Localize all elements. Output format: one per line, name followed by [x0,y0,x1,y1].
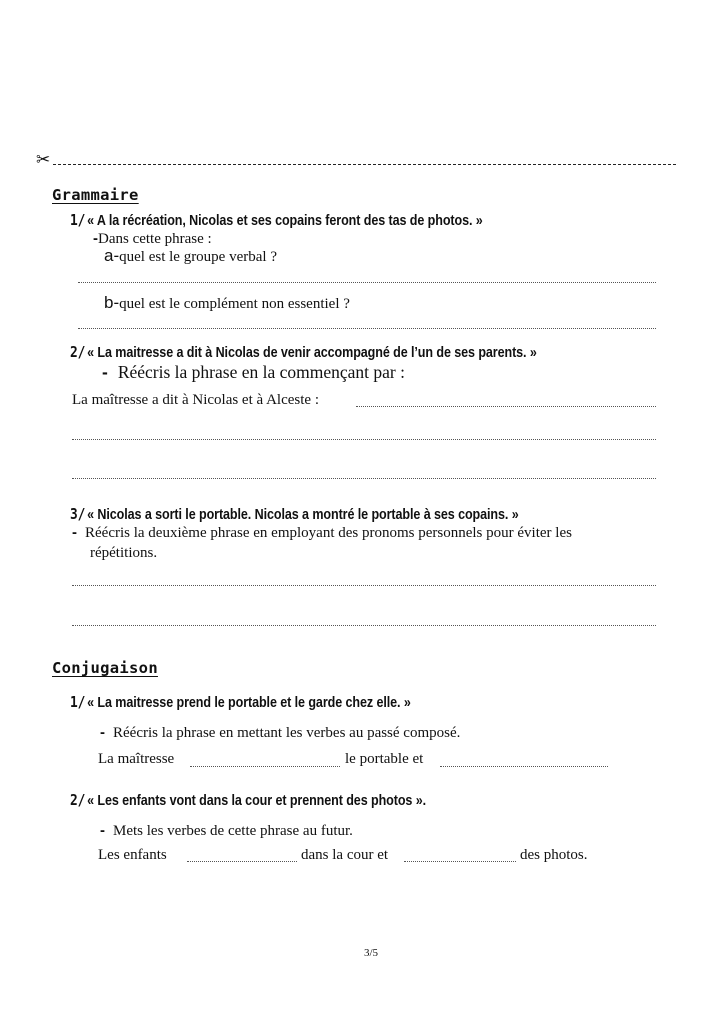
answer-line[interactable] [78,282,656,283]
question-text: « La maitresse a dit à Nicolas de venir accompagné de l’un de ses parents. » [87,345,537,361]
conjugaison-q2-part2: dans la cour et [301,847,389,863]
section-title-conjugaison: Conjugaison [52,659,158,677]
conjugaison-q1-part2: le portable et [345,751,424,767]
answer-blank[interactable] [190,766,340,767]
grammaire-q1-sentence [70,211,483,229]
grammaire-q1-a [104,246,277,266]
cut-line [36,152,676,170]
question-number: 1/ [70,693,86,711]
conjugaison-q2-part1: Les enfants [98,847,167,863]
answer-line[interactable] [72,478,656,479]
grammaire-q2-prompt: La maîtresse a dit à Nicolas et à Alceste : [72,392,319,408]
answer-line[interactable] [72,625,656,626]
question-text: « Les enfants vont dans la cour et prennent des photos ». [87,793,427,809]
instruction-text: Réécris la phrase en la commençant par : [117,362,405,382]
question-number: 3/ [70,505,86,523]
answer-blank[interactable] [404,861,516,862]
scissors-icon: ✂ [36,150,51,170]
grammaire-q3-instruction-cont: répétitions. [90,545,158,561]
grammaire-q1-intro: -Dans cette phrase : [93,230,212,247]
question-text: « Nicolas a sorti le portable. Nicolas a montré le portable à ses copains. » [87,507,519,523]
question-number: 1/ [70,211,86,229]
answer-line[interactable] [72,439,656,440]
question-text: « La maitresse prend le portable et le garde chez elle. » [87,695,411,711]
cut-line-dashes [53,164,676,165]
item-b-text: quel est le complément non essentiel ? [119,296,350,312]
grammaire-q3-instruction: - Réécris la deuxième phrase en employant des pronoms personnels pour éviter les [72,524,572,541]
item-letter-b: b- [104,293,120,312]
question-text: « A la récréation, Nicolas et ses copains feront des tas de photos. » [87,213,483,229]
conjugaison-q2-sentence [70,791,426,809]
section-title-grammaire: Grammaire [52,186,139,204]
question-number: 2/ [70,343,86,361]
conjugaison-q2-instruction: - Mets les verbes de cette phrase au futur. [100,822,353,839]
item-letter-a: a- [104,246,120,265]
instruction-text: Réécris la phrase en mettant les verbes au passé composé. [113,725,461,741]
question-number: 2/ [70,791,86,809]
item-a-text: quel est le groupe verbal ? [119,249,277,265]
answer-blank[interactable] [187,861,297,862]
intro-text: Dans cette phrase : [98,231,212,247]
page-number: 3/5 [364,947,379,959]
grammaire-q2-instruction: - Réécris la phrase en la commençant par : [102,362,405,382]
answer-line[interactable] [356,406,656,407]
answer-blank[interactable] [440,766,608,767]
grammaire-q1-b [104,293,350,313]
conjugaison-q1-sentence [70,693,411,711]
instruction-text: Mets les verbes de cette phrase au futur. [113,823,353,839]
instruction-text: Réécris la deuxième phrase en employant des pronoms personnels pour éviter les [85,525,572,541]
grammaire-q2-sentence [70,343,537,361]
grammaire-q3-sentence [70,505,519,523]
answer-line[interactable] [72,585,656,586]
answer-line[interactable] [78,328,656,329]
conjugaison-q1-instruction: - Réécris la phrase en mettant les verbes au passé composé. [100,724,461,741]
conjugaison-q1-part1: La maîtresse [98,751,175,767]
conjugaison-q2-part3: des photos. [520,847,588,863]
